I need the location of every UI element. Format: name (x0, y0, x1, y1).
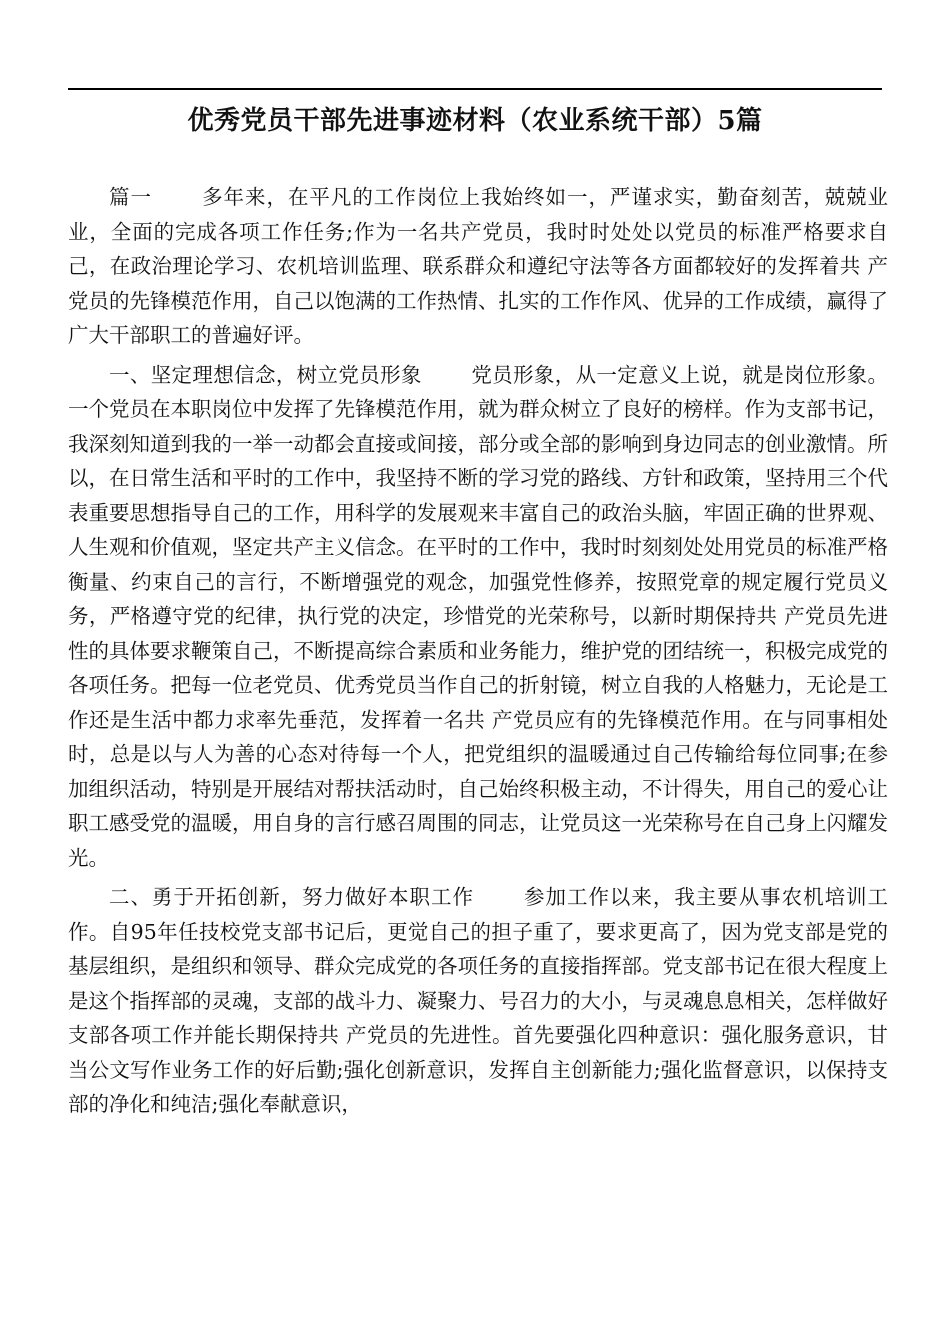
header-rule (68, 88, 882, 90)
document-body (68, 180, 888, 1127)
section-heading: 一、坚定理想信念，树立党员形象 (109, 362, 422, 387)
paragraph-1 (68, 180, 888, 353)
paragraph-lead: 篇一 (109, 185, 152, 209)
section-heading: 二、勇于开拓创新，努力做好本职工作 (109, 885, 474, 909)
paragraph-2 (68, 358, 888, 876)
paragraph-text: 参加工作以来，我主要从事农机培训工作。自95年任技校党支部书记后，更觉自己的担子重了，要求更高了，因为党支部是党的基层组织，是组织和领导、群众完成党的各项任务的直接指挥部。党支部书记在很大程度上是这个指挥部的灵魂，支部的战斗力、凝聚力、号召力的大小，与灵魂息息相关，怎样做好支部各项工作并能长期保持共 产党员的先进性。首先要强化四种意识：强化服务意识，甘当公文写作业务工作的好后勤;强化创新意识，发挥自主创新能力;强化监督意识，以保持支部的净化和纯洁;强化奉献意识， (68, 885, 888, 1116)
paragraph-text: 多年来，在平凡的工作岗位上我始终如一，严谨求实，勤奋刻苦，兢兢业业，全面的完成各项工作任务;作为一名共产党员，我时时处处以党员的标准严格要求自己，在政治理论学习、农机培训监理、联系群众和遵纪守法等各方面都较好的发挥着共 产党员的先锋模范作用，自己以饱满的工作热情、扎实的工作作风、优异的工作成绩，赢得了广大干部职工的普遍好评。 (68, 185, 889, 347)
paragraph-text: 党员形象，从一定意义上说，就是岗位形象。一个党员在本职岗位中发挥了先锋模范作用，就为群众树立了良好的榜样。作为支部书记，我深刻知道到我的一举一动都会直接或间接，部分或全部的影响到身边同志的创业激情。所以，在日常生活和平时的工作中，我坚持不断的学习党的路线、方针和政策，坚持用三个代表重要思想指导自己的工作，用科学的发展观来丰富自己的政治头脑，牢固正确的世界观、人生观和价值观，坚定共产主义信念。在平时的工作中，我时时刻刻处处用党员的标准严格衡量、约束自己的言行，不断增强党的观念，加强党性修养，按照党章的规定履行党员义务，严格遵守党的纪律，执行党的决定，珍惜党的光荣称号，以新时期保持共 产党员先进性的具体要求鞭策自己，不断提高综合素质和业务能力，维护党的团结统一，积极完成党的各项任务。把每一位老党员、优秀党员当作自己的折射镜，树立自我的人格魅力，无论是工作还是生活中都力求率先垂范，发挥着一名共 产党员应有的先锋模范作用。在与同事相处时，总是以与人为善的心态对待每一个人，把党组织的温暖通过自己传输给每位同事;在参加组织活动，特别是开展结对帮扶活动时，自己始终积极主动，不计得失，用自己的爱心让职工感受党的温暖，用自身的言行感召周围的同志，让党员这一光荣称号在自己身上闪耀发光。 (68, 362, 889, 870)
document-title: 优秀党员干部先进事迹材料（农业系统干部）5篇 (187, 106, 763, 136)
paragraph-3 (68, 880, 888, 1122)
